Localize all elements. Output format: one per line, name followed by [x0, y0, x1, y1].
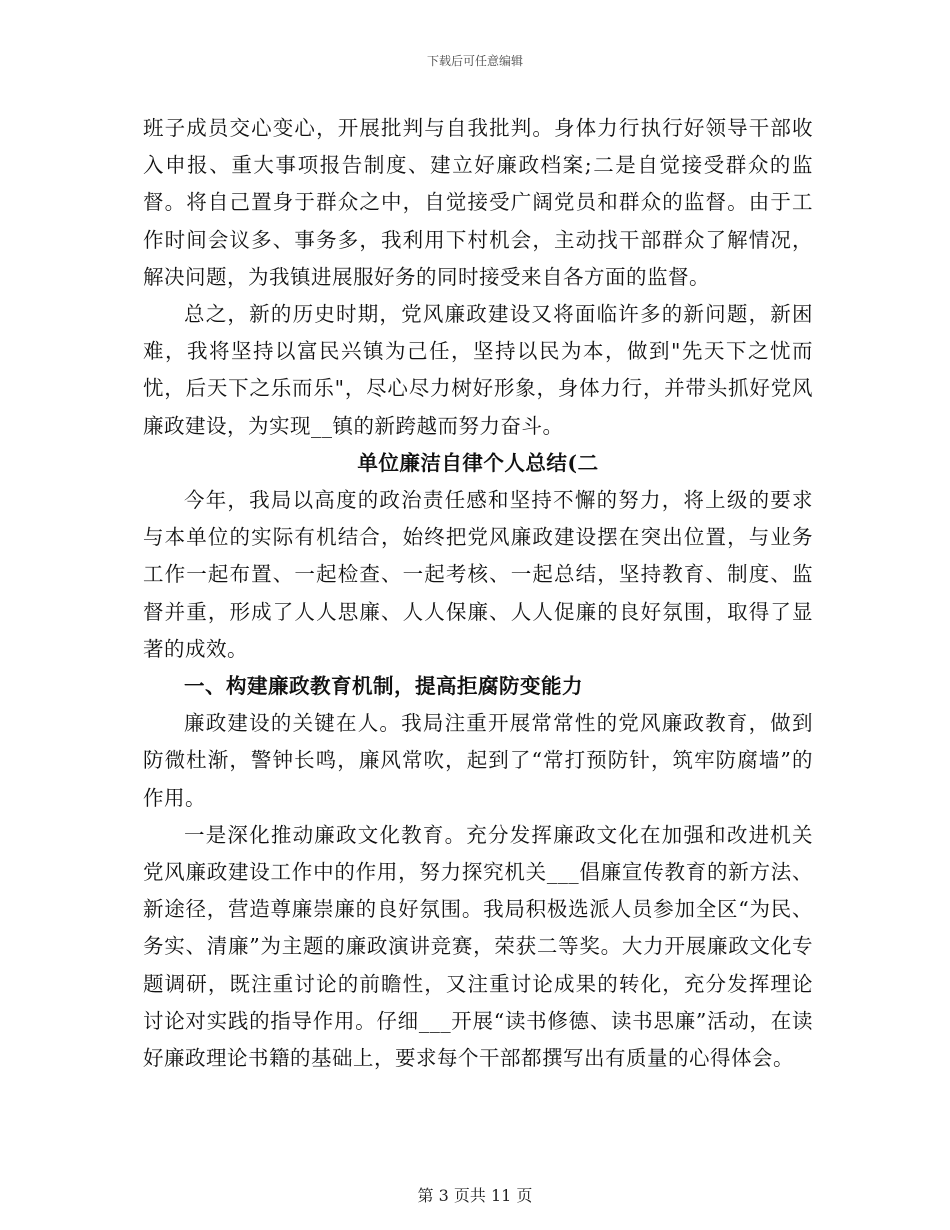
paragraph-conclusion: 总之，新的历史时期，党风廉政建设又将面临许多的新问题，新困难，我将坚持以富民兴镇为己任，坚持以民为本，做到"先天下之忧而忧，后天下之乐而乐"，尽心尽力树好形象，身体力行，并带头抓好党风廉政建设，为实现__镇的新跨越而努力奋斗。	[143, 302, 813, 438]
page-number: 第 3 页共 11 页	[417, 1186, 533, 1205]
section-title: 单位廉洁自律个人总结(二	[357, 450, 599, 475]
paragraph-intro: 今年，我局以高度的政治责任感和坚持不懈的努力，将上级的要求与本单位的实际有机结合，始终把党风廉政建设摆在突出位置，与业务工作一起布置、一起检查、一起考核、一起总结，坚持教育、制度、监督并重，形成了人人思廉、人人保廉、人人促廉的良好氛围，取得了显著的成效。	[143, 488, 813, 661]
sub-heading: 一、构建廉政教育机制，提高拒腐防变能力	[184, 674, 583, 699]
paragraph-first-measure: 一是深化推动廉政文化教育。充分发挥廉政文化在加强和改进机关党风廉政建设工作中的作用，努力探究机关___倡廉宣传教育的新方法、新途径，营造尊廉崇廉的良好氛围。我局积极选派人员参加全区“为民、务实、清廉”为主题的廉政演讲竞赛，荣获二等奖。大力开展廉政文化专题调研，既注重讨论的前瞻性，又注重讨论成果的转化，充分发挥理论讨论对实践的指导作用。仔细___开展“读书修德、读书思廉”活动，在读好廉政理论书籍的基础上，要求每个干部都撰写出有质量的心得体会。	[143, 822, 813, 1071]
paragraph-key-point: 廉政建设的关键在人。我局注重开展常常性的党风廉政教育，做到防微杜渐，警钟长鸣，廉风常吹，起到了“常打预防针，筑牢防腐墙”的作用。	[143, 711, 813, 810]
document-body	[143, 110, 813, 1077]
page-header: 下载后可任意编辑	[426, 54, 523, 68]
paragraph-continuation: 班子成员交心变心，开展批判与自我批判。身体力行执行好领导干部收入申报、重大事项报告制度、建立好廉政档案;二是自觉接受群众的监督。将自己置身于群众之中，自觉接受广阔党员和群众的监督。由于工作时间会议多、事务多，我利用下村机会，主动找干部群众了解情况，解决问题，为我镇进展服好务的同时接受来自各方面的监督。	[143, 116, 813, 289]
